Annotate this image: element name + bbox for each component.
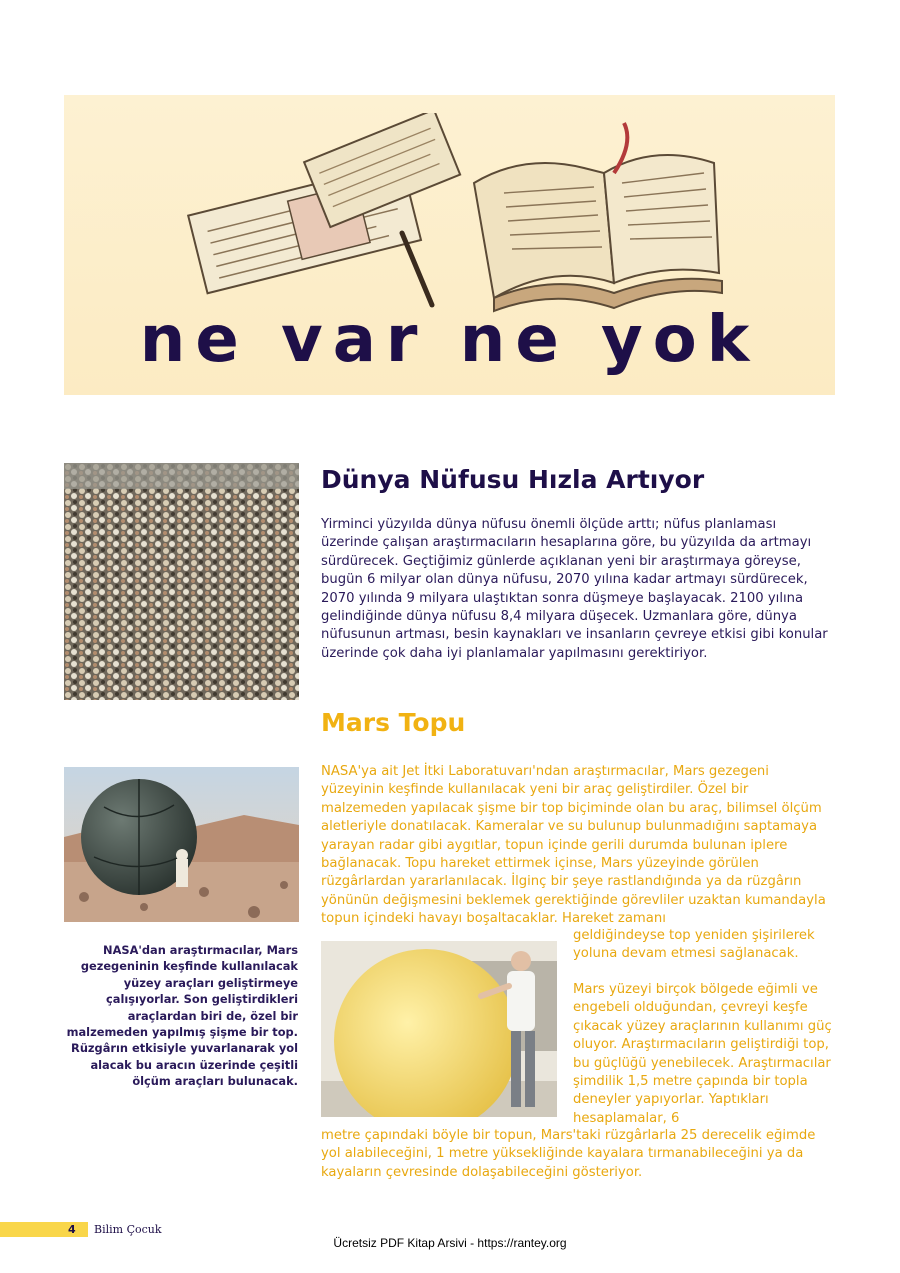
watermark: Ücretsiz PDF Kitap Arsivi - https://rantey.org <box>333 1236 567 1250</box>
article2-title: Mars Topu <box>321 708 466 737</box>
article2-paragraph-top: NASA'ya ait Jet İtki Laboratuvarı'ndan araştırmacılar, Mars gezegeni yüzeyinin keşfinde kullanılacak yeni bir araç geliştirdiler. Özel bir malzemeden yapılacak şişme bir top biçiminde olan bu araç, bilimsel ölçüm aletleriyle donatılacak. Kameralar ve su bulunup bulunmadığını saptamaya yarayan radar gibi aygıtlar, topun içinde gerili durumda bulunan iplere bağlanacak. Topu hareket ettirmek içinse, Mars yüzeyinde görülen rüzgârlardan yararlanılacak. İlginç bir şeye rastlandığında ya da rüzgârın yönünün değişmesini beklemek gerektiğinde görevliler uzaktan kumandayla topun içindeki havayı boşaltacaklar. Hareket zamanı <box>321 764 826 927</box>
mars-ball-photo <box>64 767 299 922</box>
article1-paragraph: Yirminci yüzyılda dünya nüfusu önemli ölçüde arttı; nüfus planlaması üzerinde çalışan araştırmacıların hesaplarına göre, bu yüzyılda da artmayı sürdürecek. Geçtiğimiz günlerde açıklanan yeni bir araştırmaya göreyse, bugün 6 milyar olan dünya nüfusu, 2070 yılına kadar artmayı sürdürecek, 2070 yılında 9 milyara ulaştıktan sonra düşmeye başlayacak. 2100 yılına gelindiğinde dünya nüfusu 8,4 milyara düşecek. Uzmanlara göre, dünya nüfusunun artması, besin kaynakları ve insanların çevreye etkisi gibi konular üzerinde çok daha iyi planlamalar yapılmasını gerektiriyor. <box>321 517 828 661</box>
article1-title: Dünya Nüfusu Hızla Artıyor <box>321 465 705 494</box>
test-ball-photo <box>321 941 557 1117</box>
books-illustration <box>174 113 734 313</box>
crowd-photo <box>64 463 299 700</box>
section-title: ne var ne yok <box>139 303 760 377</box>
article2-paragraph-bottom: metre çapındaki böyle bir topun, Mars'taki rüzgârlarla 25 derecelik eğimde yol alabileceğini, 1 metre yüksekliğinde kayalara tırmanabileceğini ya da kayaların çevresinde dolaşabileceğini gösteriyor. <box>321 1128 816 1180</box>
article2-paragraph-side: geldiğindeyse top yeniden şişirilerek yoluna devam etmesi sağlanacak. <box>573 928 815 962</box>
publication-name: Bilim Çocuk <box>94 1223 162 1236</box>
header-banner <box>64 95 835 395</box>
article2-paragraph-side2: Mars yüzeyi birçok bölgede eğimli ve engebeli olduğundan, çevreyi keşfe çıkacak yüzey araçlarının kullanımı güç oluyor. Araştırmacıların geliştirdiği top, bu güçlüğü yenebilecek. Araştırmacılar şimdilik 1,5 metre çapında bir topla deneyler yapıyorlar. Yaptıkları hesaplamalar, 6 <box>573 982 832 1126</box>
photo-caption: NASA'dan araştırmacılar, Mars gezegeninin keşfinde kullanılacak yüzey araçları geliştirmeye çalışıyorlar. Son geliştirdikleri araçlardan biri de, özel bir malzemeden yapılmış şişme bir top. Rüzgârın etkisiyle yuvarlanarak yol alacak bu aracın üzerinde çeşitli ölçüm araçları bulunacak. <box>66 943 298 1089</box>
page-number: 4 <box>68 1223 76 1236</box>
